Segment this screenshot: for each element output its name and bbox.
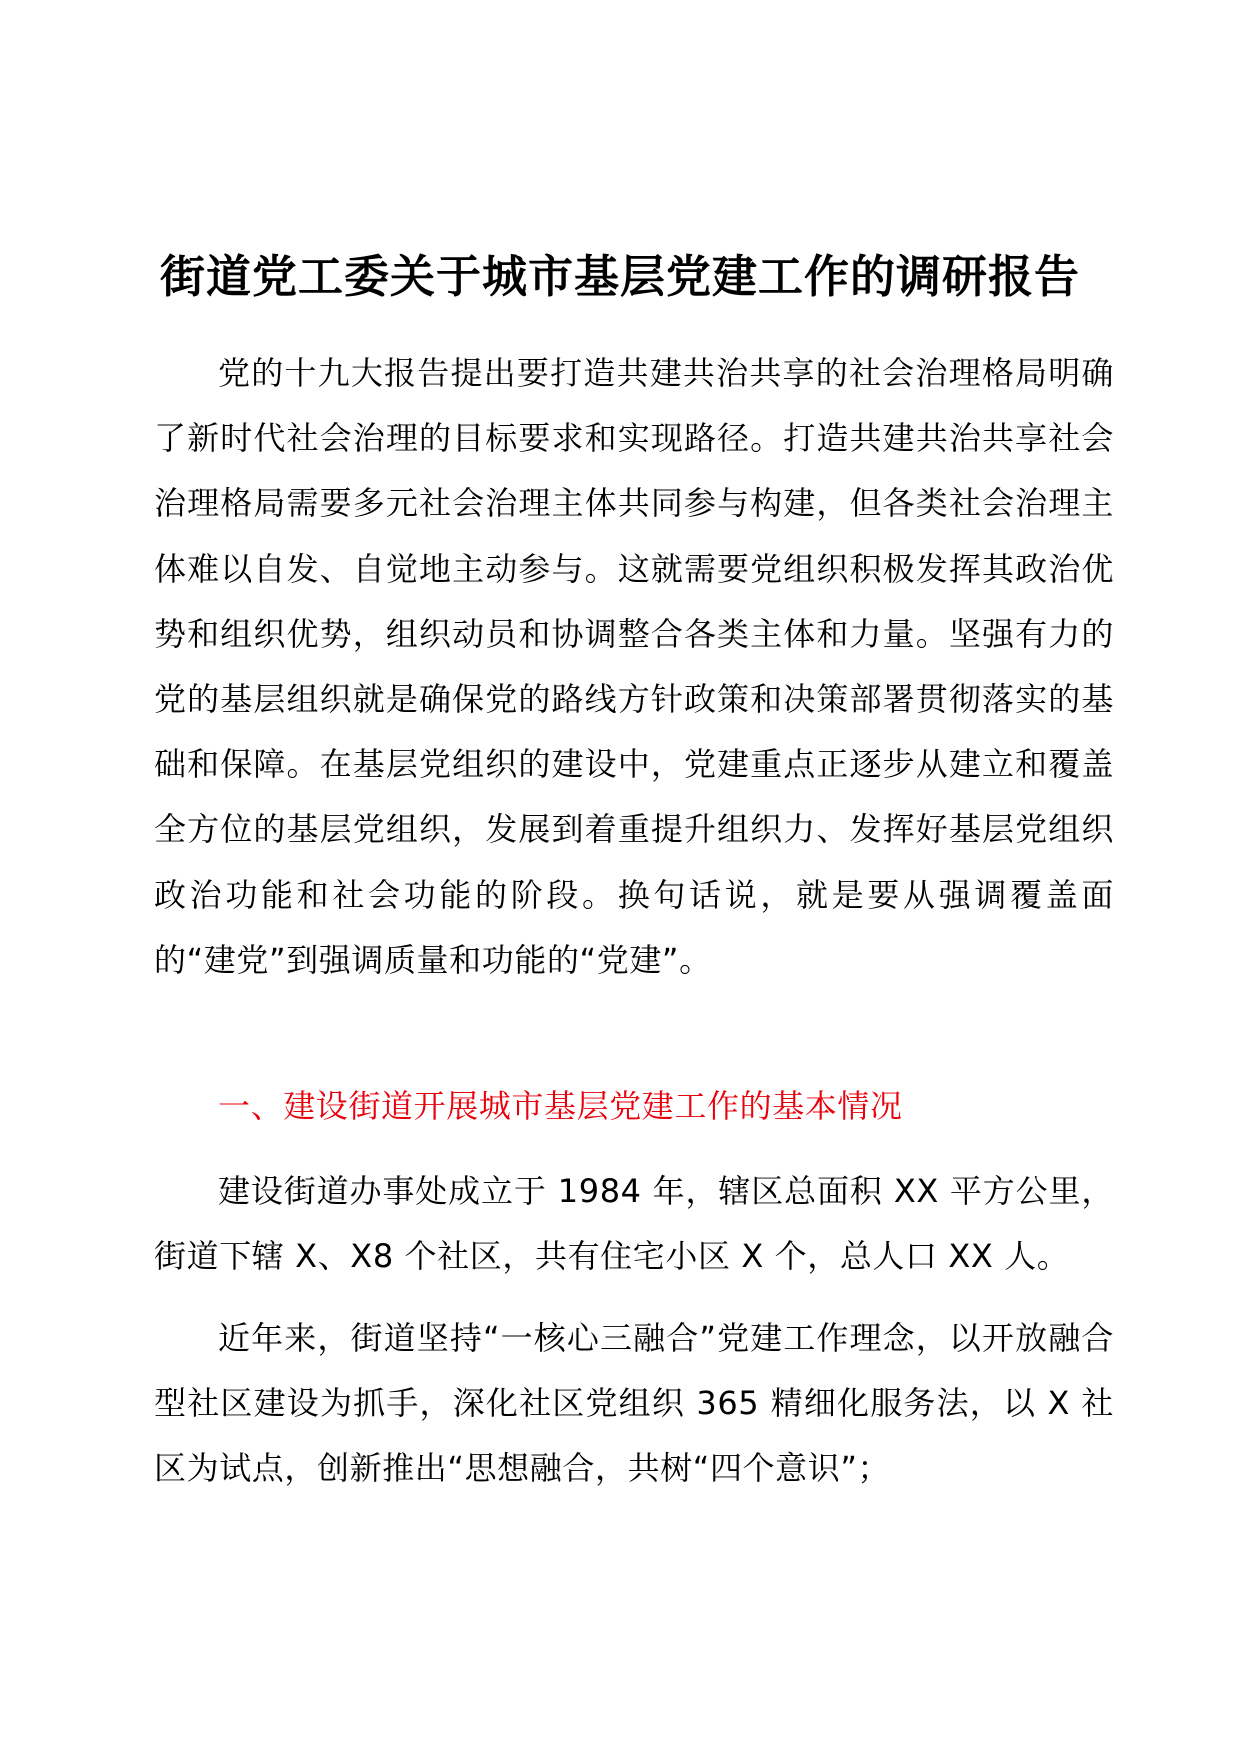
document-title: 街道党工委关于城市基层党建工作的调研报告 bbox=[159, 250, 1080, 303]
recent-years-paragraph: 近年来，街道坚持“一核心三融合”党建工作理念，以开放融合型社区建设为抓手，深化社区党组织 365 精细化服务法，以 X 社区为试点，创新推出“思想融合，共树“四个意识”； bbox=[154, 1319, 1114, 1488]
basic-info-paragraph: 建设街道办事处成立于 1984 年，辖区总面积 XX 平方公里，街道下辖 X、X8 个社区，共有住宅小区 X 个，总人口 XX 人。 bbox=[154, 1172, 1114, 1276]
intro-paragraph: 党的十九大报告提出要打造共建共治共享的社会治理格局明确了新时代社会治理的目标要求和实现路径。打造共建共治共享社会治理格局需要多元社会治理主体共同参与构建，但各类社会治理主体难以自发、自觉地主动参与。这就需要党组织积极发挥其政治优势和组织优势，组织动员和协调整合各类主体和力量。坚强有力的党的基层组织就是确保党的路线方针政策和决策部署贯彻落实的基础和保障。在基层党组织的建设中，党建重点正逐步从建立和覆盖全方位的基层党组织，发展到着重提升组织力、发挥好基层党组织政治功能和社会功能的阶段。换句话说，就是要从强调覆盖面的“建党”到强调质量和功能的“党建”。 bbox=[154, 354, 1114, 979]
section-heading: 一、建设街道开展城市基层党建工作的基本情况 bbox=[218, 1087, 903, 1125]
